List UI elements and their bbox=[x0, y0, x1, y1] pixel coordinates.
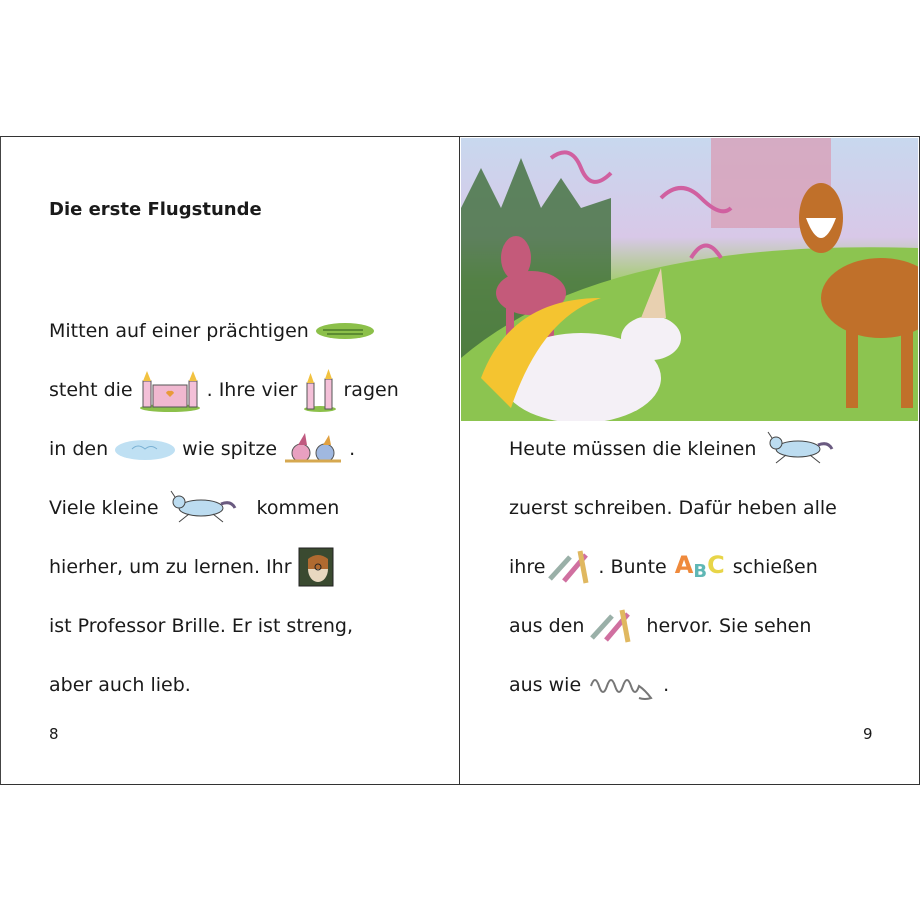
text-line bbox=[49, 655, 399, 714]
text-line bbox=[509, 419, 840, 478]
spiral-icon bbox=[587, 670, 663, 700]
text: schießen bbox=[732, 555, 818, 578]
text-line bbox=[49, 419, 399, 478]
text: . bbox=[349, 437, 356, 460]
text-line bbox=[49, 596, 399, 655]
text-line bbox=[49, 478, 399, 537]
text: hervor. Sie sehen bbox=[646, 614, 812, 637]
unicorn-icon bbox=[165, 490, 237, 526]
teacher-portrait-icon bbox=[298, 547, 334, 587]
text-line bbox=[49, 537, 399, 596]
abc-icon: ABC bbox=[674, 551, 725, 582]
unicorn-icon bbox=[762, 431, 834, 467]
text: in den bbox=[49, 437, 109, 460]
text: kommen bbox=[256, 496, 340, 519]
page-number: 9 bbox=[863, 725, 873, 743]
left-text bbox=[49, 301, 399, 714]
cloud-icon bbox=[114, 436, 176, 462]
page-number: 8 bbox=[49, 725, 59, 743]
text: ragen bbox=[343, 378, 399, 401]
text: hierher, um zu lernen. Ihr bbox=[49, 555, 292, 578]
castle-icon bbox=[139, 367, 201, 413]
page-title: Die erste Flugstunde bbox=[49, 199, 262, 220]
text: ihre bbox=[509, 555, 546, 578]
snails-icon bbox=[283, 433, 343, 465]
text: steht die bbox=[49, 378, 133, 401]
horns-icon bbox=[590, 608, 640, 644]
text: . Ihre vier bbox=[206, 378, 298, 401]
text: aber auch lieb. bbox=[49, 673, 191, 696]
text: Mitten auf einer prächtigen bbox=[49, 319, 309, 342]
page-divider bbox=[459, 137, 460, 784]
unicorn-meadow-illustration bbox=[461, 138, 918, 421]
text-line bbox=[49, 360, 399, 419]
book-spread bbox=[0, 136, 920, 785]
text: wie spitze bbox=[182, 437, 278, 460]
meadow-icon bbox=[315, 321, 375, 341]
horns-icon bbox=[548, 549, 598, 585]
towers-icon bbox=[303, 367, 337, 413]
text: Viele kleine bbox=[49, 496, 159, 519]
text-line bbox=[509, 478, 840, 537]
text: aus wie bbox=[509, 673, 582, 696]
text: aus den bbox=[509, 614, 585, 637]
right-text bbox=[509, 419, 840, 714]
text: . Bunte bbox=[598, 555, 667, 578]
text-line bbox=[509, 655, 840, 714]
text: Heute müssen die kleinen bbox=[509, 437, 757, 460]
text: zuerst schreiben. Dafür heben alle bbox=[509, 496, 837, 519]
text: ist Professor Brille. Er ist streng, bbox=[49, 614, 354, 637]
text: . bbox=[663, 673, 670, 696]
text-line bbox=[509, 537, 840, 596]
text-line bbox=[509, 596, 840, 655]
text-line bbox=[49, 301, 399, 360]
